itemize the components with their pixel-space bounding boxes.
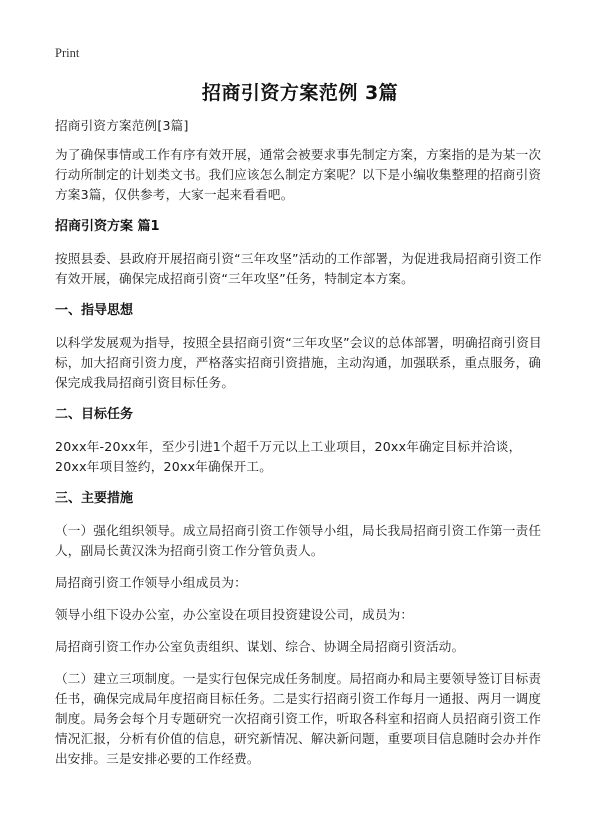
intro-paragraph: 为了确保事情或工作有序有效开展，通常会被要求事先制定方案，方案指的是为某一次行动所制定的计划类文书。我们应该怎么制定方案呢？以下是小编收集整理的招商引资方案3篇，仅供参考，大家一起来看看吧。 [55,147,542,202]
paragraph-8: （二）建立三项制度。一是实行包保完成任务制度。局招商办和局主要领导签订目标责任书，确保完成局年度招商目标任务。二是实行招商引资工作每月一通报、两月一调度制度。局务会每个月专题研究一次招商引资工作，听取各科室和招商人员招商引资工作情况汇报，分析有价值的信息，研究新情况、解决新问题，重要项目信息随时会办并作出安排。三是安排必要的工作经费。 [55,671,542,766]
print-label: Print [55,46,80,60]
heading-main-measures: 三、主要措施 [55,491,134,506]
document-title: 招商引资方案范例 3篇 [201,82,399,104]
paragraph-6: 领导小组下设办公室，办公室设在项目投资建设公司，成员为： [55,607,414,622]
heading-guiding-ideology: 一、指导思想 [55,303,134,318]
paragraph-7: 局招商引资工作办公室负责组织、谋划、综合、协调全局招商引资活动。 [55,639,465,654]
paragraph-2: 以科学发展观为指导，按照全县招商引资“三年攻坚”会议的总体部署，明确招商引资目标，加大招商引资力度，严格落实招商引资措施，主动沟通，加强联系，重点服务，确保完成我局招商引资目标任务。 [55,335,542,390]
paragraph-3: 20xx年-20xx年，至少引进1个超千万元以上工业项目，20xx年确定目标并洽谈，20xx年项目签约，20xx年确保开工。 [55,439,522,474]
paragraph-4: （一）强化组织领导。成立局招商引资工作领导小组，局长我局招商引资工作第一责任人，副局长黄汉洙为招商引资工作分管负责人。 [55,523,542,558]
section-title: 招商引资方案 篇1 [55,219,160,234]
paragraph-5: 局招商引资工作领导小组成员为： [55,575,247,590]
heading-target-tasks: 二、目标任务 [55,407,134,422]
paragraph-1: 按照县委、县政府开展招商引资“三年攻坚”活动的工作部署，为促进我局招商引资工作有效开展，确保完成招商引资“三年攻坚”任务，特制定本方案。 [55,251,542,286]
document-body [55,116,547,781]
document-subtitle: 招商引资方案范例[3篇] [55,118,189,133]
